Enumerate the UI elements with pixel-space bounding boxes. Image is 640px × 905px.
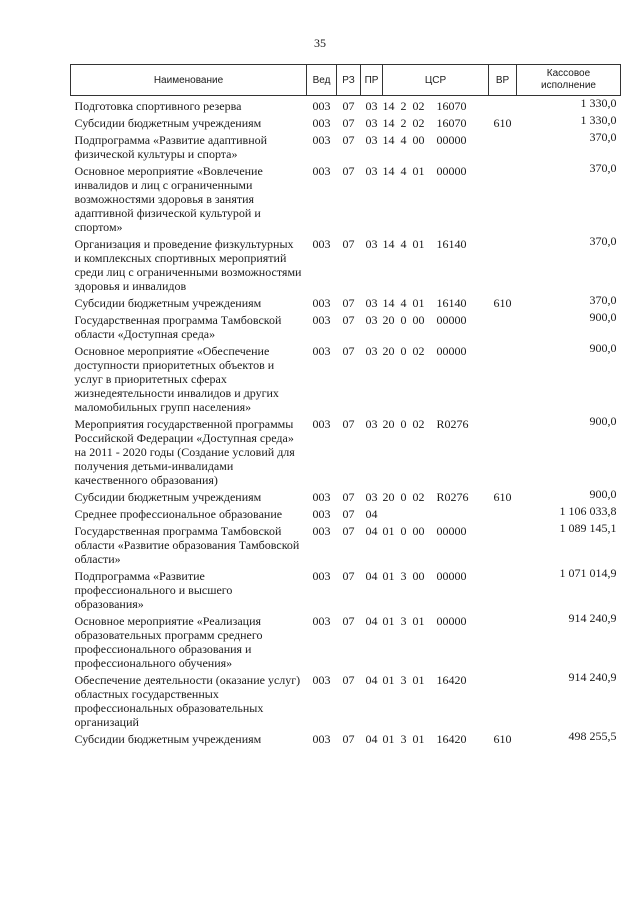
row-pr: 03 xyxy=(365,237,378,251)
row-vr xyxy=(489,96,517,114)
row-sum: 914 240,9 xyxy=(568,670,617,684)
row-csr: 14 4 00 00000 xyxy=(382,133,467,147)
row-ved: 003 xyxy=(312,99,331,113)
row-ved: 003 xyxy=(312,116,331,130)
table-row xyxy=(71,414,621,487)
row-vr xyxy=(489,504,517,521)
row-name: Субсидии бюджетным учреждениям xyxy=(74,116,262,130)
row-csr: 01 3 01 00000 xyxy=(382,614,467,628)
row-rz: 07 xyxy=(342,116,355,130)
row-sum: 1 330,0 xyxy=(580,113,617,127)
row-sum: 370,0 xyxy=(589,130,617,144)
row-vr xyxy=(489,234,517,293)
table-row xyxy=(71,566,621,611)
row-sum: 900,0 xyxy=(589,487,617,501)
row-vr xyxy=(489,611,517,670)
row-rz: 07 xyxy=(342,133,355,147)
row-vr xyxy=(489,130,517,161)
row-ved: 003 xyxy=(312,296,331,310)
row-pr: 03 xyxy=(365,344,378,358)
table-row xyxy=(71,293,621,310)
row-csr: 20 0 02 R0276 xyxy=(382,417,469,431)
row-csr: 01 3 01 16420 xyxy=(382,732,467,746)
row-ved: 003 xyxy=(312,614,331,628)
row-name: Основное мероприятие «Вовлечение инвалидов и лиц с ограниченными возможностями здоровья в занятия адаптивной физической культурой и спортом» xyxy=(74,164,263,234)
row-pr: 04 xyxy=(365,569,378,583)
table-row xyxy=(71,670,621,729)
row-pr: 03 xyxy=(365,116,378,130)
header-ved: Вед xyxy=(307,65,337,96)
row-name: Подпрограмма «Развитие адаптивной физической культуры и спорта» xyxy=(74,133,268,161)
table-row xyxy=(71,611,621,670)
row-vr xyxy=(489,566,517,611)
row-sum: 900,0 xyxy=(589,310,617,324)
row-ved: 003 xyxy=(312,490,331,504)
budget-table xyxy=(70,64,621,746)
row-rz: 07 xyxy=(342,313,355,327)
row-sum: 370,0 xyxy=(589,293,617,307)
row-vr xyxy=(489,310,517,341)
row-rz: 07 xyxy=(342,614,355,628)
row-sum: 900,0 xyxy=(589,414,617,428)
row-name: Субсидии бюджетным учреждениям xyxy=(74,490,262,504)
row-sum: 914 240,9 xyxy=(568,611,617,625)
row-csr: 14 2 02 16070 xyxy=(382,99,467,113)
row-ved: 003 xyxy=(312,507,331,521)
header-name: Наименование xyxy=(71,65,307,96)
row-rz: 07 xyxy=(342,164,355,178)
row-csr: 14 4 01 00000 xyxy=(382,164,467,178)
row-sum: 1 330,0 xyxy=(580,96,617,110)
row-name: Подпрограмма «Развитие профессионального и высшего образования» xyxy=(74,569,233,611)
row-vr: 610 xyxy=(493,732,512,746)
row-csr xyxy=(383,504,489,521)
row-ved: 003 xyxy=(312,673,331,687)
table-row xyxy=(71,161,621,234)
row-sum: 1 071 014,9 xyxy=(559,566,617,580)
table-row xyxy=(71,487,621,504)
row-pr: 03 xyxy=(365,490,378,504)
row-vr: 610 xyxy=(493,490,512,504)
table-row xyxy=(71,234,621,293)
header-sum: Кассовое исполнение xyxy=(517,65,621,96)
row-sum: 1 106 033,8 xyxy=(559,504,617,518)
row-csr: 01 0 00 00000 xyxy=(382,524,467,538)
header-vr: ВР xyxy=(489,65,517,96)
row-csr: 20 0 00 00000 xyxy=(382,313,467,327)
row-pr: 04 xyxy=(365,507,378,521)
header-pr: ПР xyxy=(361,65,383,96)
page-number: 35 xyxy=(314,36,326,50)
row-csr: 14 2 02 16070 xyxy=(382,116,467,130)
row-ved: 003 xyxy=(312,417,331,431)
row-csr: 14 4 01 16140 xyxy=(382,296,467,310)
row-rz: 07 xyxy=(342,524,355,538)
row-name: Субсидии бюджетным учреждениям xyxy=(74,296,262,310)
row-vr xyxy=(489,521,517,566)
row-pr: 03 xyxy=(365,164,378,178)
table-header xyxy=(71,65,621,96)
row-rz: 07 xyxy=(342,569,355,583)
row-csr: 14 4 01 16140 xyxy=(382,237,467,251)
row-rz: 07 xyxy=(342,507,355,521)
table-row xyxy=(71,310,621,341)
table-row xyxy=(71,504,621,521)
row-name: Основное мероприятие «Реализация образовательных программ среднего профессионального образования и профессионального обучения» xyxy=(74,614,263,670)
row-csr: 20 0 02 R0276 xyxy=(382,490,469,504)
row-ved: 003 xyxy=(312,732,331,746)
row-name: Среднее профессиональное образование xyxy=(74,507,283,521)
row-ved: 003 xyxy=(312,133,331,147)
row-ved: 003 xyxy=(312,344,331,358)
row-sum: 900,0 xyxy=(589,341,617,355)
row-rz: 07 xyxy=(342,417,355,431)
row-rz: 07 xyxy=(342,673,355,687)
table-row xyxy=(71,341,621,414)
row-rz: 07 xyxy=(342,296,355,310)
table-row xyxy=(71,113,621,130)
row-rz: 07 xyxy=(342,490,355,504)
row-pr: 03 xyxy=(365,133,378,147)
row-rz: 07 xyxy=(342,344,355,358)
row-ved: 003 xyxy=(312,164,331,178)
row-vr: 610 xyxy=(493,296,512,310)
row-name: Мероприятия государственной программы Российской Федерации «Доступная среда» на 2011 - 2020 годы (Создание условий для получения детьми-инвалидами качественного образования) xyxy=(74,417,295,487)
row-pr: 03 xyxy=(365,417,378,431)
row-csr: 01 3 00 00000 xyxy=(382,569,467,583)
row-rz: 07 xyxy=(342,732,355,746)
row-pr: 04 xyxy=(365,673,378,687)
row-ved: 003 xyxy=(312,524,331,538)
row-csr: 01 3 01 16420 xyxy=(382,673,467,687)
row-name: Обеспечение деятельности (оказание услуг) областных государственных профессиональных образовательных организаций xyxy=(74,673,301,729)
table-row xyxy=(71,130,621,161)
header-csr: ЦСР xyxy=(383,65,489,96)
row-pr: 03 xyxy=(365,313,378,327)
row-vr xyxy=(489,670,517,729)
row-pr: 04 xyxy=(365,614,378,628)
row-name: Основное мероприятие «Обеспечение доступности приоритетных объектов и услуг в приоритетных сферах жизнедеятельности инвалидов и других маломобильных групп населения» xyxy=(74,344,279,414)
row-sum: 370,0 xyxy=(589,161,617,175)
table-row xyxy=(71,729,621,746)
row-csr: 20 0 02 00000 xyxy=(382,344,467,358)
row-ved: 003 xyxy=(312,237,331,251)
row-sum: 370,0 xyxy=(589,234,617,248)
row-name: Государственная программа Тамбовской области «Развитие образования Тамбовской области» xyxy=(74,524,300,566)
row-ved: 003 xyxy=(312,313,331,327)
row-vr: 610 xyxy=(493,116,512,130)
row-vr xyxy=(489,341,517,414)
row-name: Подготовка спортивного резерва xyxy=(74,99,242,113)
row-ved: 003 xyxy=(312,569,331,583)
table-body xyxy=(71,96,621,747)
row-sum: 498 255,5 xyxy=(568,729,617,743)
row-sum: 1 089 145,1 xyxy=(559,521,617,535)
row-pr: 03 xyxy=(365,99,378,113)
row-vr xyxy=(489,414,517,487)
header-rz: РЗ xyxy=(337,65,361,96)
table-row xyxy=(71,96,621,114)
row-vr xyxy=(489,161,517,234)
row-name: Субсидии бюджетным учреждениям xyxy=(74,732,262,746)
row-name: Организация и проведение физкультурных и комплексных спортивных мероприятий среди лиц с ограниченными возможностями здоровья и инвалидов xyxy=(74,237,302,293)
row-pr: 04 xyxy=(365,524,378,538)
row-pr: 03 xyxy=(365,296,378,310)
row-pr: 04 xyxy=(365,732,378,746)
row-name: Государственная программа Тамбовской области «Доступная среда» xyxy=(74,313,282,341)
row-rz: 07 xyxy=(342,99,355,113)
table-row xyxy=(71,521,621,566)
row-rz: 07 xyxy=(342,237,355,251)
